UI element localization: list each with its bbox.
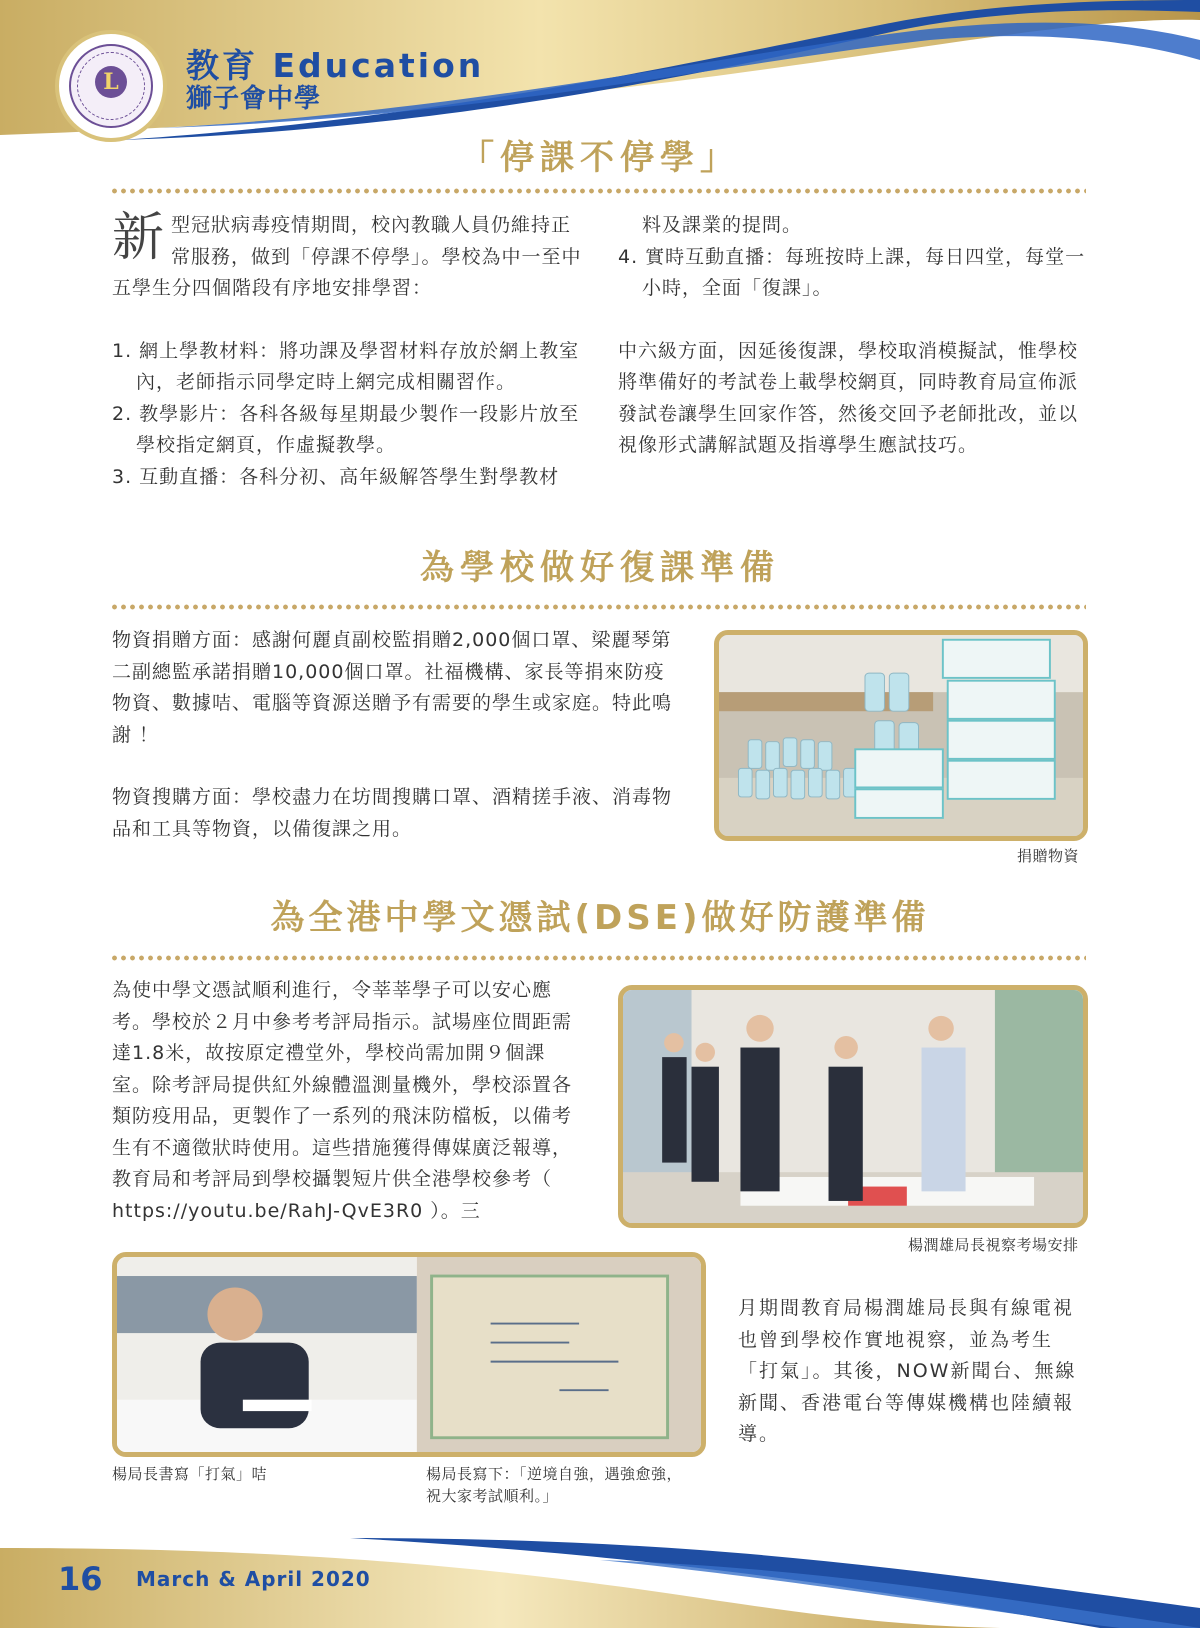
dotted-divider — [110, 955, 1086, 961]
donation-paragraph: 物資捐贈方面：感謝何麗貞副校監捐贈2,000個口罩、梁麗琴第二副總監承諾捐贈10,000個口罩。社福機構、家長等捐來防疫物資、數據咭、電腦等資源送贈予有需要的學生或家庭。特此鳴謝 ！ — [112, 629, 673, 746]
photo-caption: 捐贈物資 — [1017, 847, 1080, 865]
visit-paragraph: 月期間教育局楊潤雄局長與有線電視也曾到學校作實地視察，並為考生「打氣」。其後，NOW新聞台、無線新聞、香港電台等傳媒機構也陸續報導。 — [738, 1297, 1077, 1445]
section-heading: 教育 Education — [186, 46, 485, 85]
list-item: 2. 教學影片：各科各級每星期最少製作一段影片放至學校指定網頁，作虛擬教學。 — [112, 402, 580, 456]
photo-caption — [426, 1463, 682, 1507]
section3-title: 為全港中學文憑試(DSE)做好防護準備 — [270, 898, 930, 938]
intro-text: 型冠狀病毒疫情期間，校內教職人員仍維持正常服務，做到「停課不停學」。學校為中一至中五學生分四個階段有序地安排學習： — [112, 214, 582, 299]
inspection-photo — [618, 985, 1088, 1228]
page-number: 16 — [58, 1560, 103, 1598]
dotted-divider — [110, 188, 1086, 194]
header-banner — [0, 0, 1200, 145]
procurement-paragraph: 物資搜購方面：學校盡力在坊間搜購口罩、酒精搓手液、消毒物品和工具等物資，以備復課之用。 — [112, 786, 673, 840]
s6-paragraph: 中六級方面，因延後復課，學校取消模擬試，惟學校將準備好的考試卷上載學校網頁，同時教育局宣佈派發試卷讓學生回家作答，然後交回予老師批改，並以視像形式講解試題及指導學生應試技巧。 — [618, 339, 1079, 456]
issue-date: March & April 2020 — [136, 1567, 371, 1591]
section2-title: 為學校做好復課準備 — [420, 548, 780, 588]
photo-caption-line: 祝大家考試順利。」 — [426, 1487, 559, 1505]
minister-writing-photos — [112, 1252, 706, 1457]
section2-text — [112, 625, 684, 845]
logo-emblem — [69, 44, 153, 128]
section1-left-column — [112, 210, 582, 493]
list-item: 1. 網上學教材料：將功課及學習材料存放於網上教室內，老師指示同學定時上網完成相關習作。 — [112, 339, 580, 393]
school-name: 獅子會中學 — [186, 84, 322, 114]
dotted-divider — [110, 604, 1086, 610]
intro-paragraph — [112, 210, 582, 305]
list-item-continued: 料及課業的提問。 — [642, 214, 803, 236]
drop-cap: 新 — [112, 208, 166, 268]
list-item: 4. 實時互動直播：每班按時上課，每日四堂，每堂一小時，全面「復課」。 — [618, 245, 1086, 299]
photo-caption-line: 楊局長寫下：「逆境自強，遇強愈強， — [426, 1465, 683, 1483]
dse-paragraph: 為使中學文憑試順利進行，令莘莘學子可以安心應考。學校於２月中參考考評局指示。試場座位間距需達1.8米，故按原定禮堂外，學校尚需加開９個課室。除考評局提供紅外線體溫測量機外，學校添置各類防疫用品，更製作了一系列的飛沫防檔板，以備考生有不適徵狀時使用。這些措施獲得傳媒廣泛報導，教育局和考評局到學校攝製短片供全港學校參考（ https://youtu.be/RahJ-QvE3R0 ）。三 — [112, 979, 573, 1222]
list-item: 3. 互動直播：各科分初、高年級解答學生對學教材 — [112, 465, 560, 488]
donated-supplies-photo — [714, 630, 1088, 841]
photo-caption: 楊局長書寫「打氣」咭 — [112, 1465, 268, 1483]
photo-caption: 楊潤雄局長視察考場安排 — [908, 1236, 1079, 1254]
lions-club-logo — [55, 30, 167, 142]
section1-right-column — [618, 210, 1088, 462]
section1-title: 「停課不停學」 — [460, 138, 740, 178]
logo-letter: L — [95, 66, 127, 98]
